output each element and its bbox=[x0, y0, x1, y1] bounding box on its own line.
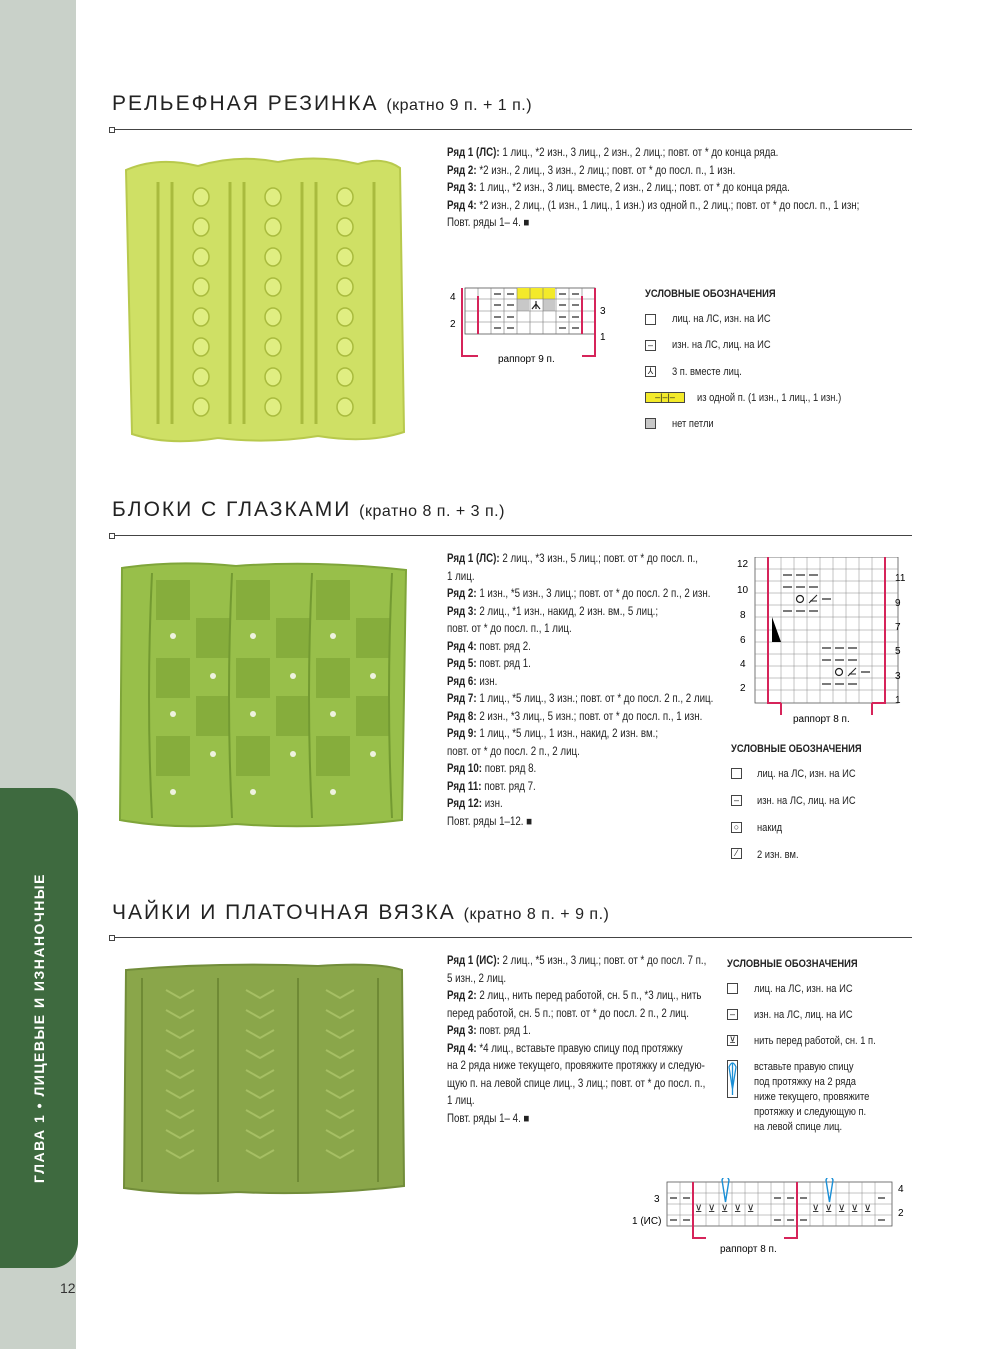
row-line: Повт. ряды 1–12. ■ bbox=[447, 814, 533, 828]
chart-rapport-label: раппорт 9 п. bbox=[498, 354, 555, 365]
swatch-image bbox=[116, 558, 410, 832]
row-line: повт. от * до посл. п., 1 лиц. bbox=[447, 622, 572, 635]
row-line: Ряд 2: *2 изн., 2 лиц., 3 изн., 2 лиц.; повт. от * до посл. п., 1 изн. bbox=[447, 163, 736, 177]
row-line: Ряд 4: повт. ряд 2. bbox=[447, 639, 531, 653]
row-line: повт. от * до посл. 2 п., 2 лиц. bbox=[447, 744, 580, 758]
increase-yellow-icon: –|–|– bbox=[645, 392, 685, 403]
swatch-image bbox=[118, 152, 408, 452]
swatch-image bbox=[118, 960, 408, 1200]
chart-row-num: 12 bbox=[737, 559, 749, 570]
section-title: РЕЛЬЕФНАЯ РЕЗИНКА (кратно 9 п. + 1 п.) bbox=[112, 92, 533, 115]
chart-row-num: 3 bbox=[600, 306, 606, 317]
p2tog-icon: ⁄ bbox=[731, 848, 742, 859]
chart-row-num: 10 bbox=[737, 585, 749, 596]
chart-rapport-label: раппорт 8 п. bbox=[793, 714, 850, 725]
k3tog-icon: ⅄ bbox=[645, 366, 656, 377]
legend-item: изн. на ЛС, лиц. на ИС bbox=[672, 339, 771, 351]
svg-text:⊻: ⊻ bbox=[695, 1204, 703, 1215]
chart-row-num: 2 bbox=[740, 683, 746, 694]
row-line: щую п. на левой спице лиц., 3 лиц.; повт. от * до посл. п., bbox=[447, 1076, 706, 1090]
stitch-chart-2 bbox=[735, 557, 910, 727]
chart-row-num: 1 bbox=[895, 695, 901, 706]
row-line: Ряд 10: повт. ряд 8. bbox=[447, 762, 537, 775]
chart-row-num: 5 bbox=[895, 646, 901, 657]
slip-wyif-icon: ⊻ bbox=[727, 1035, 738, 1046]
row-line: Повт. ряды 1– 4. ■ bbox=[447, 216, 530, 229]
svg-text:⊻: ⊻ bbox=[747, 1204, 755, 1215]
gray-square-icon bbox=[645, 418, 656, 429]
svg-text:⊻: ⊻ bbox=[825, 1204, 833, 1215]
instructions-3 bbox=[447, 952, 706, 1127]
row-line: Ряд 11: повт. ряд 7. bbox=[447, 779, 536, 793]
legend-item: 3 п. вместе лиц. bbox=[672, 366, 742, 378]
legend-item: нет петли bbox=[672, 418, 714, 430]
svg-text:⊻: ⊻ bbox=[838, 1204, 846, 1215]
row-line: Повт. ряды 1– 4. ■ bbox=[447, 1111, 530, 1125]
legend-line: вставьте правую спицу bbox=[754, 1061, 854, 1073]
row-line: Ряд 9: 1 лиц., *5 лиц., 1 изн., накид, 2 изн. вм.; bbox=[447, 727, 659, 740]
legend-line: на левой спице лиц. bbox=[754, 1121, 843, 1133]
dash-square-icon: – bbox=[731, 795, 742, 806]
row-line: Ряд 1 (ЛС): 1 лиц., *2 изн., 3 лиц., 2 изн., 2 лиц.; повт. от * до конца ряда. bbox=[447, 146, 779, 159]
row-line: Ряд 6: изн. bbox=[447, 674, 498, 688]
row-line: Ряд 1 (ИС): 2 лиц., *5 изн., 3 лиц.; повт. от * до посл. 7 п., bbox=[447, 954, 707, 967]
section-rule bbox=[110, 535, 912, 536]
chart-row-num: 6 bbox=[740, 635, 746, 646]
legend-item: лиц. на ЛС, изн. на ИС bbox=[672, 313, 771, 325]
legend-line: ниже текущего, провяжите bbox=[754, 1091, 870, 1103]
svg-text:⊻: ⊻ bbox=[734, 1204, 742, 1215]
empty-square-icon bbox=[731, 768, 742, 779]
stitch-chart-1 bbox=[440, 282, 620, 372]
legend-title: УСЛОВНЫЕ ОБОЗНАЧЕНИЯ bbox=[727, 958, 858, 970]
row-line: Ряд 12: изн. bbox=[447, 797, 503, 810]
row-line: Ряд 4: *2 изн., 2 лиц., (1 изн., 1 лиц., 1 изн.) из одной п., 2 лиц.; повт. от * до посл. п., 1 изн; bbox=[447, 198, 860, 212]
legend-item bbox=[754, 1060, 890, 1135]
svg-text:⊻: ⊻ bbox=[851, 1204, 859, 1215]
legend-title: УСЛОВНЫЕ ОБОЗНАЧЕНИЯ bbox=[731, 743, 862, 755]
swatch-photo-green-blocks bbox=[116, 558, 410, 832]
legend-item: лиц. на ЛС, изн. на ИС bbox=[754, 983, 853, 995]
svg-text:⊻: ⊻ bbox=[721, 1204, 729, 1215]
dash-square-icon: – bbox=[645, 340, 656, 351]
chart-row-num: 1 bbox=[600, 332, 606, 343]
empty-square-icon bbox=[727, 983, 738, 994]
swatch-photo-yellow-rib bbox=[118, 152, 408, 452]
row-line: Ряд 3: 2 лиц., *1 изн., накид, 2 изн. вм., 5 лиц.; bbox=[447, 604, 659, 618]
section-title: ЧАЙКИ И ПЛАТОЧНАЯ ВЯЗКА (кратно 8 п. + 9 п.) bbox=[112, 901, 610, 924]
row-line: перед работой, сн. 5 п.; повт. от * до посл. 2 п., 2 лиц. bbox=[447, 1006, 689, 1020]
row-line: Ряд 7: 1 лиц., *5 лиц., 3 изн.; повт. от * до посл. 2 п., 2 лиц. bbox=[447, 692, 714, 705]
section-rule bbox=[110, 129, 912, 130]
legend-title: УСЛОВНЫЕ ОБОЗНАЧЕНИЯ bbox=[645, 288, 776, 300]
row-line: 1 лиц. bbox=[447, 1094, 475, 1107]
svg-text:⊻: ⊻ bbox=[864, 1204, 872, 1215]
chart-row-num: 4 bbox=[898, 1184, 904, 1195]
legend-item: изн. на ЛС, лиц. на ИС bbox=[757, 795, 856, 807]
row-line: Ряд 2: 1 изн., *5 изн., 3 лиц.; повт. от * до посл. 2 п., 2 изн. bbox=[447, 587, 711, 600]
lift-strand-icon bbox=[727, 1060, 738, 1098]
row-line: Ряд 4: *4 лиц., вставьте правую спицу под протяжку bbox=[447, 1041, 683, 1055]
chart-row-num: 8 bbox=[740, 610, 746, 621]
chart-row-num: 2 bbox=[450, 319, 456, 330]
dash-square-icon: – bbox=[727, 1009, 738, 1020]
chart-row-num: 3 bbox=[654, 1194, 660, 1205]
legend-item: изн. на ЛС, лиц. на ИС bbox=[754, 1009, 853, 1021]
row-line: Ряд 8: 2 изн., *3 лиц., 5 изн.; повт. от * до посл. п., 1 изн. bbox=[447, 709, 703, 723]
stitch-chart-3 bbox=[632, 1178, 912, 1274]
row-line: Ряд 3: повт. ряд 1. bbox=[447, 1024, 531, 1037]
empty-square-icon bbox=[645, 314, 656, 325]
legend-line: протяжку и следующую п. bbox=[754, 1106, 867, 1118]
row-line: на 2 ряда ниже текущего, провяжите протяжку и следую- bbox=[447, 1059, 705, 1072]
row-line: Ряд 3: 1 лиц., *2 изн., 3 лиц. вместе, 2 изн., 2 лиц.; повт. от * до конца ряда. bbox=[447, 181, 790, 194]
page-number: 12 bbox=[60, 1280, 76, 1296]
row-line: 1 лиц. bbox=[447, 569, 475, 583]
row-line: Ряд 1 (ЛС): 2 лиц., *3 изн., 5 лиц.; повт. от * до посл. п., bbox=[447, 552, 699, 565]
row-line: Ряд 5: повт. ряд 1. bbox=[447, 657, 531, 670]
chart-row-num: 11 bbox=[895, 573, 906, 584]
svg-text:⊻: ⊻ bbox=[708, 1204, 716, 1215]
chart-row-num: 3 bbox=[895, 671, 901, 682]
chart-rapport-label: раппорт 8 п. bbox=[720, 1244, 777, 1255]
legend-item: накид bbox=[757, 822, 783, 834]
svg-text:⊻: ⊻ bbox=[812, 1204, 820, 1215]
section-rule bbox=[110, 937, 912, 938]
chart-row-num: 9 bbox=[895, 598, 901, 609]
chart-row-num: 7 bbox=[895, 622, 901, 633]
legend-item: из одной п. (1 изн., 1 лиц., 1 изн.) bbox=[697, 392, 842, 404]
legend-item: нить перед работой, сн. 1 п. bbox=[754, 1035, 876, 1047]
chart-row-num: 4 bbox=[450, 292, 456, 303]
legend-line: под протяжку на 2 ряда bbox=[754, 1076, 857, 1088]
chart-row-num: 1 (ИС) bbox=[632, 1216, 662, 1227]
chart-row-num: 2 bbox=[898, 1208, 904, 1219]
instructions-2 bbox=[447, 550, 713, 830]
instructions-1 bbox=[447, 144, 859, 232]
swatch-photo-green-gulls bbox=[118, 960, 408, 1200]
row-line: Ряд 2: 2 лиц., нить перед работой, сн. 5 п., *3 лиц., нить bbox=[447, 989, 702, 1002]
row-line: 5 изн., 2 лиц. bbox=[447, 971, 507, 985]
legend-item: лиц. на ЛС, изн. на ИС bbox=[757, 768, 856, 780]
yarn-over-icon: ○ bbox=[731, 822, 742, 833]
chapter-title: ГЛАВА 1 • ЛИЦЕВЫЕ И ИЗНАНОЧНЫЕ bbox=[31, 873, 47, 1183]
legend-item: 2 изн. вм. bbox=[757, 849, 799, 861]
chart-row-num: 4 bbox=[740, 659, 746, 670]
section-title: БЛОКИ С ГЛАЗКАМИ (кратно 8 п. + 3 п.) bbox=[112, 498, 505, 521]
